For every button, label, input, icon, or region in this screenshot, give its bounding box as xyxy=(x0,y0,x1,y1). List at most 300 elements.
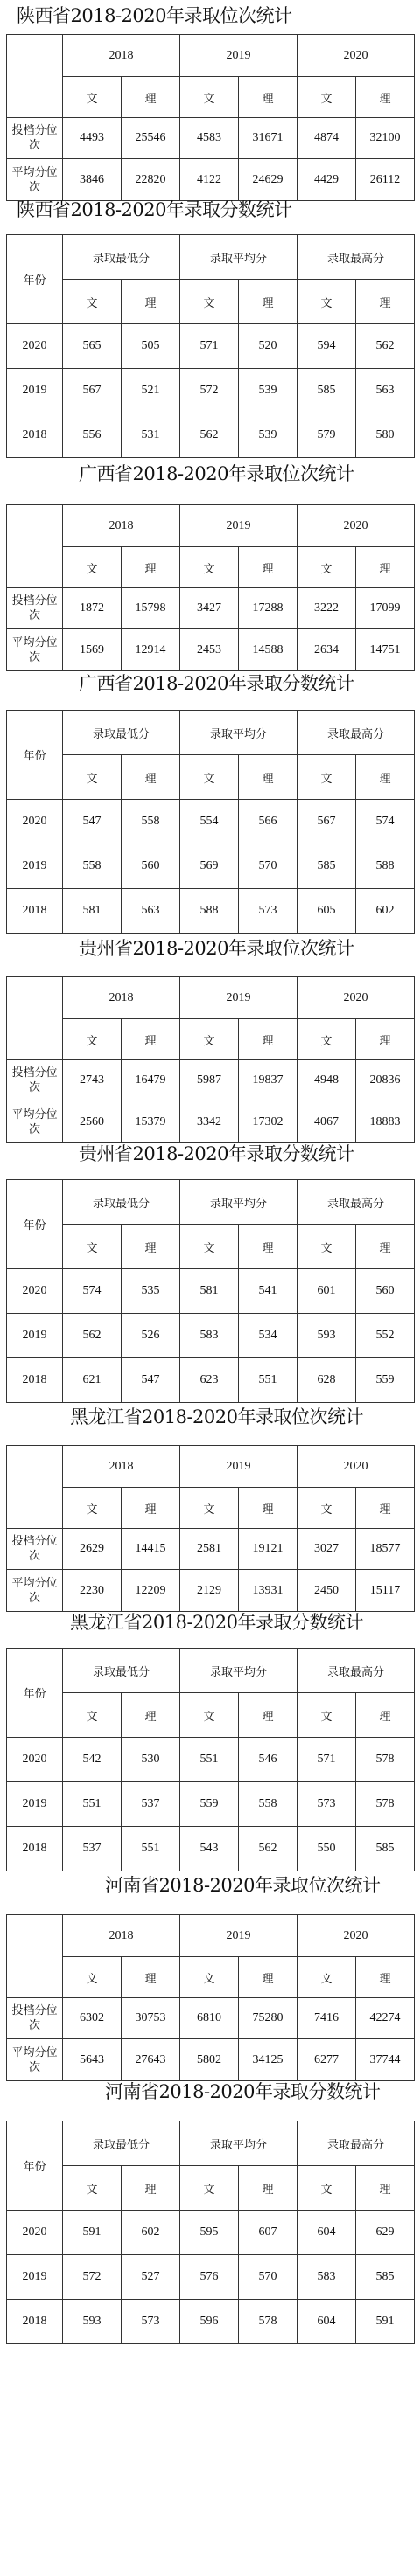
score-row xyxy=(7,1782,415,1827)
score-value: 569 xyxy=(180,844,239,889)
score-value: 547 xyxy=(122,1358,180,1403)
score-value: 585 xyxy=(298,844,356,889)
subject-li: 理 xyxy=(122,1019,180,1060)
score-value: 554 xyxy=(180,800,239,844)
score-value: 537 xyxy=(122,1782,180,1827)
year-header: 2018 xyxy=(63,505,180,547)
rank-table-title: 贵州省2018-2020年录取位次统计 xyxy=(79,938,354,959)
year-header: 2018 xyxy=(63,977,180,1019)
score-value: 551 xyxy=(239,1358,298,1403)
score-table xyxy=(6,234,415,458)
score-table-title: 广西省2018-2020年录取分数统计 xyxy=(79,673,354,694)
score-value: 578 xyxy=(356,1738,415,1782)
score-table-title: 黑龙江省2018-2020年录取分数统计 xyxy=(70,1612,363,1633)
score-value: 541 xyxy=(239,1269,298,1314)
score-table xyxy=(6,1648,415,1871)
year-header: 2018 xyxy=(63,35,180,77)
rank-value: 6810 xyxy=(180,1998,239,2039)
rank-value: 12209 xyxy=(122,1570,180,1612)
subject-li: 理 xyxy=(239,2166,298,2211)
subject-li: 理 xyxy=(239,755,298,800)
score-value: 591 xyxy=(63,2211,122,2255)
year-header-row xyxy=(7,1915,415,1957)
rank-value: 2129 xyxy=(180,1570,239,1612)
rank-value: 5802 xyxy=(180,2039,239,2081)
score-value: 530 xyxy=(122,1738,180,1782)
toudang-row xyxy=(7,118,415,159)
score-value: 573 xyxy=(239,889,298,934)
year-column-header: 年份 xyxy=(7,1649,63,1738)
score-value: 623 xyxy=(180,1358,239,1403)
subject-header-row xyxy=(7,2166,415,2211)
score-row xyxy=(7,324,415,369)
rank-value: 4122 xyxy=(180,159,239,201)
pingjun-row xyxy=(7,1101,415,1143)
score-value: 558 xyxy=(239,1782,298,1827)
year-column-header: 年份 xyxy=(7,711,63,800)
score-group-header: 录取最高分 xyxy=(298,2121,415,2166)
subject-wen: 文 xyxy=(298,1019,356,1060)
year-column-header: 年份 xyxy=(7,235,63,324)
subject-header-row xyxy=(7,280,415,324)
year-header: 2020 xyxy=(298,1446,415,1488)
rank-value: 37744 xyxy=(356,2039,415,2081)
score-value: 552 xyxy=(356,1314,415,1358)
subject-wen: 文 xyxy=(63,1957,122,1998)
subject-li: 理 xyxy=(122,280,180,324)
subject-li: 理 xyxy=(239,547,298,588)
score-value: 558 xyxy=(122,800,180,844)
subject-wen: 文 xyxy=(63,1225,122,1269)
score-row xyxy=(7,2300,415,2344)
rank-value: 2581 xyxy=(180,1529,239,1570)
subject-wen: 文 xyxy=(298,1957,356,1998)
rank-value: 3427 xyxy=(180,588,239,629)
row-year: 2019 xyxy=(7,844,63,889)
score-value: 539 xyxy=(239,369,298,413)
subject-wen: 文 xyxy=(63,280,122,324)
score-group-header: 录取平均分 xyxy=(180,2121,298,2166)
toudang-row xyxy=(7,1529,415,1570)
row-header: 投档分位次 xyxy=(7,588,63,629)
score-value: 560 xyxy=(356,1269,415,1314)
score-value: 604 xyxy=(298,2300,356,2344)
score-value: 571 xyxy=(180,324,239,369)
score-group-header: 录取平均分 xyxy=(180,711,298,755)
rank-value: 6277 xyxy=(298,2039,356,2081)
row-year: 2020 xyxy=(7,800,63,844)
score-value: 576 xyxy=(180,2255,239,2300)
score-group-header: 录取最高分 xyxy=(298,1180,415,1225)
score-value: 559 xyxy=(356,1358,415,1403)
score-value: 521 xyxy=(122,369,180,413)
subject-li: 理 xyxy=(356,1957,415,1998)
rank-table-title: 黑龙江省2018-2020年录取位次统计 xyxy=(70,1406,363,1427)
year-header: 2019 xyxy=(180,1915,298,1957)
rank-value: 25546 xyxy=(122,118,180,159)
score-value: 556 xyxy=(63,413,122,458)
rank-value: 2743 xyxy=(63,1060,122,1101)
score-value: 551 xyxy=(122,1827,180,1871)
score-value: 563 xyxy=(122,889,180,934)
subject-header-row xyxy=(7,1019,415,1060)
rank-value: 2629 xyxy=(63,1529,122,1570)
score-value: 574 xyxy=(63,1269,122,1314)
toudang-row xyxy=(7,588,415,629)
rank-table xyxy=(6,1445,415,1612)
subject-header-row xyxy=(7,1488,415,1529)
rank-value: 3222 xyxy=(298,588,356,629)
row-header: 平均分位次 xyxy=(7,1570,63,1612)
year-header: 2019 xyxy=(180,35,298,77)
subject-header-row xyxy=(7,77,415,118)
rank-table-title: 河南省2018-2020年录取位次统计 xyxy=(105,1875,381,1896)
score-value: 526 xyxy=(122,1314,180,1358)
rank-table xyxy=(6,1914,415,2081)
group-header-row xyxy=(7,1649,415,1693)
subject-li: 理 xyxy=(356,547,415,588)
rank-value: 2560 xyxy=(63,1101,122,1143)
score-value: 581 xyxy=(180,1269,239,1314)
rank-value: 15798 xyxy=(122,588,180,629)
subject-li: 理 xyxy=(356,755,415,800)
rank-value: 4948 xyxy=(298,1060,356,1101)
rank-value: 34125 xyxy=(239,2039,298,2081)
score-row xyxy=(7,1314,415,1358)
subject-wen: 文 xyxy=(63,1488,122,1529)
rank-value: 6302 xyxy=(63,1998,122,2039)
year-header: 2019 xyxy=(180,977,298,1019)
score-value: 578 xyxy=(239,2300,298,2344)
score-group-header: 录取最高分 xyxy=(298,1649,415,1693)
rank-value: 15117 xyxy=(356,1570,415,1612)
pingjun-row xyxy=(7,159,415,201)
rank-value: 16479 xyxy=(122,1060,180,1101)
pingjun-row xyxy=(7,629,415,671)
score-value: 593 xyxy=(298,1314,356,1358)
subject-wen: 文 xyxy=(180,547,239,588)
score-row xyxy=(7,1827,415,1871)
score-value: 588 xyxy=(180,889,239,934)
score-value: 537 xyxy=(63,1827,122,1871)
pingjun-row xyxy=(7,2039,415,2081)
subject-wen: 文 xyxy=(298,1693,356,1738)
score-value: 594 xyxy=(298,324,356,369)
score-value: 542 xyxy=(63,1738,122,1782)
score-value: 570 xyxy=(239,2255,298,2300)
toudang-row xyxy=(7,1060,415,1101)
rank-value: 14751 xyxy=(356,629,415,671)
score-table xyxy=(6,1179,415,1403)
rank-value: 19121 xyxy=(239,1529,298,1570)
score-value: 595 xyxy=(180,2211,239,2255)
rank-table-title: 广西省2018-2020年录取位次统计 xyxy=(79,463,354,484)
subject-li: 理 xyxy=(356,1693,415,1738)
score-value: 546 xyxy=(239,1738,298,1782)
year-header: 2019 xyxy=(180,1446,298,1488)
score-value: 585 xyxy=(298,369,356,413)
score-value: 527 xyxy=(122,2255,180,2300)
score-value: 605 xyxy=(298,889,356,934)
subject-li: 理 xyxy=(239,280,298,324)
pingjun-row xyxy=(7,1570,415,1612)
score-group-header: 录取最低分 xyxy=(63,1649,180,1693)
subject-li: 理 xyxy=(356,1225,415,1269)
score-table xyxy=(6,2121,415,2344)
row-year: 2018 xyxy=(7,1827,63,1871)
rank-value: 14588 xyxy=(239,629,298,671)
subject-li: 理 xyxy=(239,1488,298,1529)
corner-cell xyxy=(7,505,63,588)
subject-li: 理 xyxy=(122,1693,180,1738)
subject-header-row xyxy=(7,755,415,800)
group-header-row xyxy=(7,1180,415,1225)
subject-wen: 文 xyxy=(180,1225,239,1269)
score-value: 570 xyxy=(239,844,298,889)
score-value: 588 xyxy=(356,844,415,889)
score-value: 547 xyxy=(63,800,122,844)
score-value: 505 xyxy=(122,324,180,369)
score-group-header: 录取最低分 xyxy=(63,1180,180,1225)
score-value: 602 xyxy=(122,2211,180,2255)
score-value: 583 xyxy=(298,2255,356,2300)
score-value: 585 xyxy=(356,1827,415,1871)
group-header-row xyxy=(7,711,415,755)
subject-li: 理 xyxy=(239,77,298,118)
score-row xyxy=(7,800,415,844)
rank-value: 3027 xyxy=(298,1529,356,1570)
row-header: 投档分位次 xyxy=(7,1529,63,1570)
subject-wen: 文 xyxy=(180,280,239,324)
rank-value: 17302 xyxy=(239,1101,298,1143)
row-header: 平均分位次 xyxy=(7,2039,63,2081)
score-value: 591 xyxy=(356,2300,415,2344)
subject-wen: 文 xyxy=(180,1693,239,1738)
score-value: 567 xyxy=(63,369,122,413)
rank-value: 4067 xyxy=(298,1101,356,1143)
rank-value: 4429 xyxy=(298,159,356,201)
subject-wen: 文 xyxy=(63,1693,122,1738)
rank-value: 32100 xyxy=(356,118,415,159)
score-value: 583 xyxy=(180,1314,239,1358)
subject-wen: 文 xyxy=(180,1019,239,1060)
subject-li: 理 xyxy=(239,1019,298,1060)
rank-value: 18577 xyxy=(356,1529,415,1570)
subject-li: 理 xyxy=(356,280,415,324)
rank-value: 2230 xyxy=(63,1570,122,1612)
subject-li: 理 xyxy=(356,2166,415,2211)
score-table xyxy=(6,710,415,934)
score-value: 566 xyxy=(239,800,298,844)
score-value: 574 xyxy=(356,800,415,844)
score-table-title: 陕西省2018-2020年录取分数统计 xyxy=(17,199,292,220)
rank-value: 12914 xyxy=(122,629,180,671)
year-header: 2018 xyxy=(63,1915,180,1957)
score-value: 551 xyxy=(180,1738,239,1782)
year-header-row xyxy=(7,35,415,77)
score-value: 551 xyxy=(63,1782,122,1827)
score-value: 560 xyxy=(122,844,180,889)
subject-wen: 文 xyxy=(63,2166,122,2211)
subject-wen: 文 xyxy=(180,1488,239,1529)
score-value: 572 xyxy=(180,369,239,413)
row-header: 投档分位次 xyxy=(7,1998,63,2039)
rank-value: 75280 xyxy=(239,1998,298,2039)
score-value: 628 xyxy=(298,1358,356,1403)
subject-li: 理 xyxy=(122,77,180,118)
subject-li: 理 xyxy=(356,1488,415,1529)
score-value: 629 xyxy=(356,2211,415,2255)
subject-wen: 文 xyxy=(180,755,239,800)
score-row xyxy=(7,369,415,413)
subject-wen: 文 xyxy=(180,77,239,118)
rank-value: 18883 xyxy=(356,1101,415,1143)
rank-value: 4583 xyxy=(180,118,239,159)
rank-value: 13931 xyxy=(239,1570,298,1612)
year-header-row xyxy=(7,505,415,547)
score-value: 581 xyxy=(63,889,122,934)
rank-value: 14415 xyxy=(122,1529,180,1570)
score-value: 565 xyxy=(63,324,122,369)
subject-wen: 文 xyxy=(298,1225,356,1269)
score-value: 607 xyxy=(239,2211,298,2255)
score-value: 596 xyxy=(180,2300,239,2344)
score-value: 572 xyxy=(63,2255,122,2300)
score-row xyxy=(7,2255,415,2300)
score-value: 585 xyxy=(356,2255,415,2300)
score-value: 543 xyxy=(180,1827,239,1871)
score-value: 562 xyxy=(356,324,415,369)
score-table-title: 河南省2018-2020年录取分数统计 xyxy=(105,2081,381,2102)
rank-value: 17099 xyxy=(356,588,415,629)
corner-cell xyxy=(7,35,63,118)
rank-value: 1872 xyxy=(63,588,122,629)
subject-wen: 文 xyxy=(298,2166,356,2211)
rank-value: 26112 xyxy=(356,159,415,201)
rank-table xyxy=(6,34,415,201)
score-value: 562 xyxy=(180,413,239,458)
score-value: 573 xyxy=(298,1782,356,1827)
row-year: 2019 xyxy=(7,2255,63,2300)
row-header: 投档分位次 xyxy=(7,1060,63,1101)
score-group-header: 录取平均分 xyxy=(180,1649,298,1693)
row-year: 2020 xyxy=(7,1738,63,1782)
score-value: 563 xyxy=(356,369,415,413)
subject-li: 理 xyxy=(122,1488,180,1529)
score-row xyxy=(7,413,415,458)
row-year: 2018 xyxy=(7,889,63,934)
score-row xyxy=(7,1738,415,1782)
year-header: 2020 xyxy=(298,1915,415,1957)
row-year: 2019 xyxy=(7,1782,63,1827)
score-value: 531 xyxy=(122,413,180,458)
year-header-row xyxy=(7,1446,415,1488)
year-header: 2020 xyxy=(298,977,415,1019)
score-row xyxy=(7,2211,415,2255)
rank-value: 5643 xyxy=(63,2039,122,2081)
row-year: 2020 xyxy=(7,1269,63,1314)
score-group-header: 录取最低分 xyxy=(63,2121,180,2166)
score-group-header: 录取最低分 xyxy=(63,711,180,755)
row-year: 2020 xyxy=(7,324,63,369)
subject-li: 理 xyxy=(239,1693,298,1738)
subject-wen: 文 xyxy=(180,2166,239,2211)
subject-wen: 文 xyxy=(63,547,122,588)
subject-li: 理 xyxy=(122,547,180,588)
subject-header-row xyxy=(7,1225,415,1269)
score-row xyxy=(7,1358,415,1403)
score-value: 578 xyxy=(356,1782,415,1827)
row-year: 2018 xyxy=(7,1358,63,1403)
score-table-title: 贵州省2018-2020年录取分数统计 xyxy=(79,1143,354,1164)
rank-value: 3342 xyxy=(180,1101,239,1143)
rank-value: 24629 xyxy=(239,159,298,201)
subject-li: 理 xyxy=(122,2166,180,2211)
score-value: 573 xyxy=(122,2300,180,2344)
rank-table xyxy=(6,976,415,1143)
score-group-header: 录取最低分 xyxy=(63,235,180,280)
score-value: 559 xyxy=(180,1782,239,1827)
subject-wen: 文 xyxy=(298,547,356,588)
row-header: 投档分位次 xyxy=(7,118,63,159)
score-group-header: 录取最高分 xyxy=(298,711,415,755)
score-row xyxy=(7,844,415,889)
rank-value: 4874 xyxy=(298,118,356,159)
year-header: 2019 xyxy=(180,505,298,547)
score-value: 562 xyxy=(239,1827,298,1871)
year-column-header: 年份 xyxy=(7,1180,63,1269)
rank-value: 31671 xyxy=(239,118,298,159)
subject-li: 理 xyxy=(356,1019,415,1060)
rank-value: 2634 xyxy=(298,629,356,671)
score-value: 562 xyxy=(63,1314,122,1358)
rank-value: 3846 xyxy=(63,159,122,201)
row-year: 2018 xyxy=(7,413,63,458)
subject-wen: 文 xyxy=(298,1488,356,1529)
score-value: 604 xyxy=(298,2211,356,2255)
row-year: 2020 xyxy=(7,2211,63,2255)
rank-value: 1569 xyxy=(63,629,122,671)
score-value: 539 xyxy=(239,413,298,458)
subject-li: 理 xyxy=(239,1225,298,1269)
rank-value: 15379 xyxy=(122,1101,180,1143)
rank-value: 20836 xyxy=(356,1060,415,1101)
subject-wen: 文 xyxy=(298,77,356,118)
subject-wen: 文 xyxy=(63,77,122,118)
score-value: 567 xyxy=(298,800,356,844)
subject-wen: 文 xyxy=(180,1957,239,1998)
subject-wen: 文 xyxy=(63,755,122,800)
rank-value: 22820 xyxy=(122,159,180,201)
corner-cell xyxy=(7,1915,63,1998)
rank-value: 5987 xyxy=(180,1060,239,1101)
score-row xyxy=(7,889,415,934)
score-value: 580 xyxy=(356,413,415,458)
rank-value: 2453 xyxy=(180,629,239,671)
subject-li: 理 xyxy=(356,77,415,118)
rank-table-title: 陕西省2018-2020年录取位次统计 xyxy=(17,5,292,26)
group-header-row xyxy=(7,2121,415,2166)
score-value: 535 xyxy=(122,1269,180,1314)
year-header: 2018 xyxy=(63,1446,180,1488)
year-header: 2020 xyxy=(298,35,415,77)
score-value: 601 xyxy=(298,1269,356,1314)
toudang-row xyxy=(7,1998,415,2039)
rank-value: 19837 xyxy=(239,1060,298,1101)
rank-value: 30753 xyxy=(122,1998,180,2039)
row-year: 2018 xyxy=(7,2300,63,2344)
subject-li: 理 xyxy=(122,1957,180,1998)
